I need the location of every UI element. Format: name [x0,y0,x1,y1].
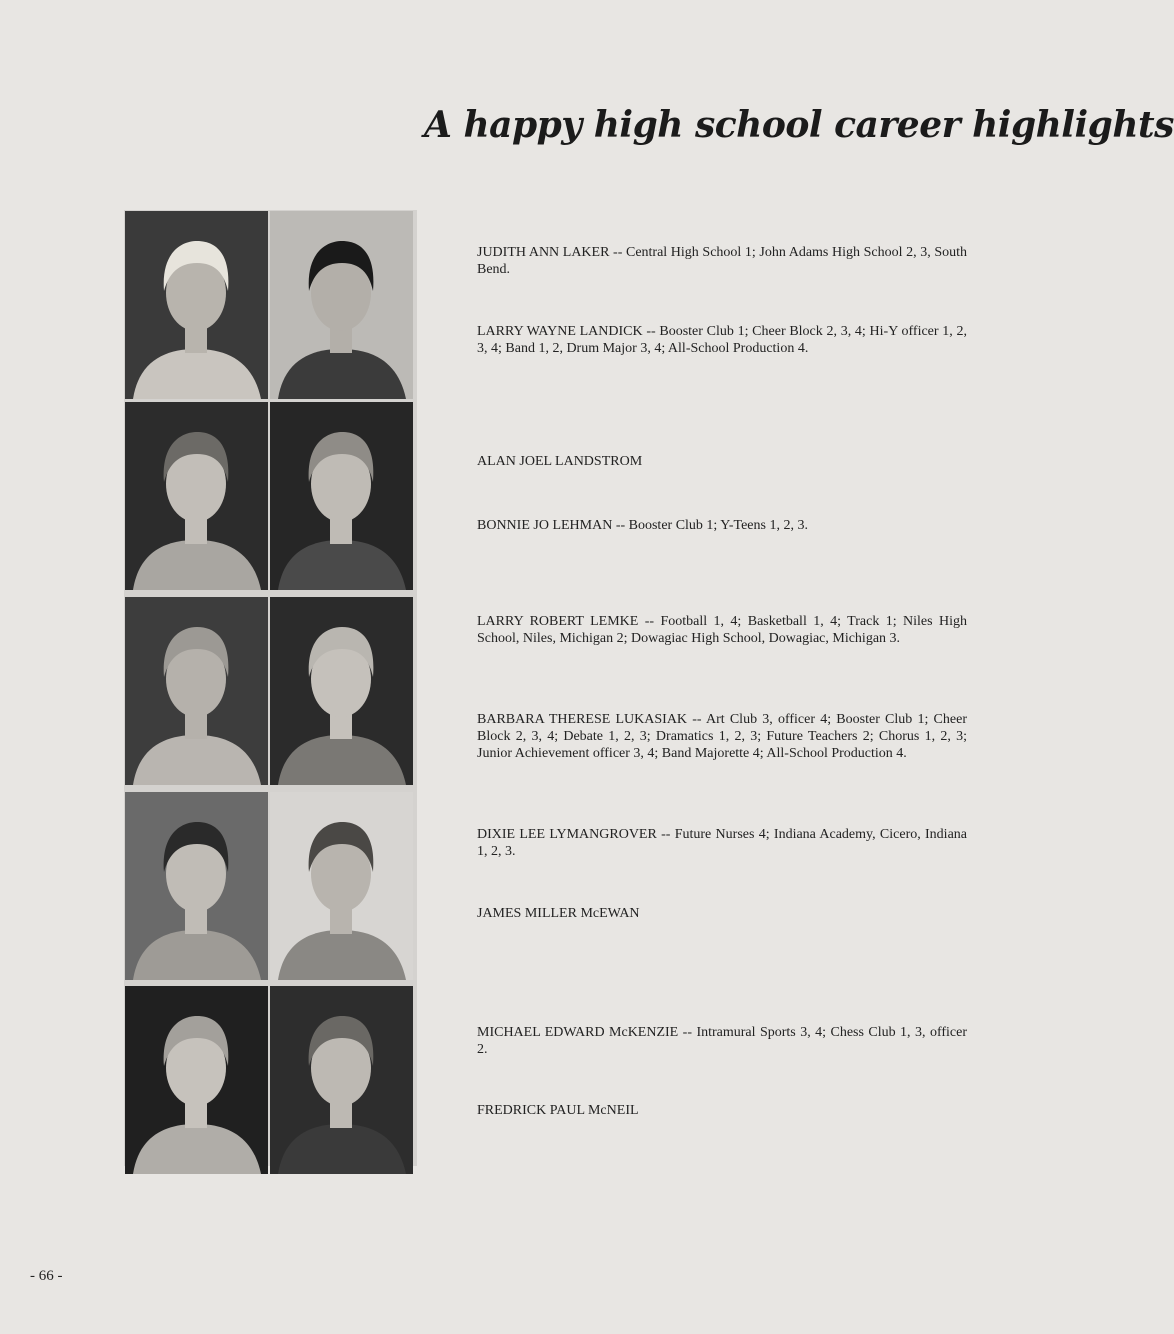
portrait-photo [270,792,413,980]
portrait-photo [125,792,268,980]
student-entry-barbara-therese-lukasiak: BARBARA THERESE LUKASIAK -- Art Club 3, officer 4; Booster Club 1; Cheer Block 2, 3, 4; Debate 1, 2, 3; Dramatics 1, 2, 3; Future Teachers 2; Chorus 1, 2, 3; Junior Achievement officer 3, 4; Band Majorette 4; All-School Production 4. [477,712,967,761]
student-entry-dixie-lee-lymangrover: DIXIE LEE LYMANGROVER -- Future Nurses 4; Indiana Academy, Cicero, Indiana 1, 2, 3. [477,827,967,859]
portrait-illustration [270,597,413,785]
student-entry-larry-robert-lemke: LARRY ROBERT LEMKE -- Football 1, 4; Basketball 1, 4; Track 1; Niles High School, Niles, Michigan 2; Dowagiac High School, Dowagiac, Michigan 3. [477,614,967,646]
page-number: - 66 - [30,1268,63,1284]
student-entry-fredrick-paul-mcneil: FREDRICK PAUL McNEIL [477,1103,639,1118]
portrait-photo [125,986,268,1174]
student-entry-judith-ann-laker: JUDITH ANN LAKER -- Central High School 1; John Adams High School 2, 3, South Bend. [477,245,967,277]
portrait-illustration [270,986,413,1174]
portrait-photo [270,211,413,399]
student-entry-larry-wayne-landick: LARRY WAYNE LANDICK -- Booster Club 1; Cheer Block 2, 3, 4; Hi-Y officer 1, 2, 3, 4; Band 1, 2, Drum Major 3, 4; All-School Production 4. [477,324,967,356]
portrait-photo [270,986,413,1174]
portrait-photo [125,211,268,399]
portrait-illustration [270,792,413,980]
portrait-photo [270,597,413,785]
portrait-photo [125,402,268,590]
page-title: A happy high school career highlights [424,104,1174,146]
portrait-illustration [270,211,413,399]
portrait-illustration [125,402,268,590]
student-entry-alan-joel-landstrom: ALAN JOEL LANDSTROM [477,454,643,469]
student-entry-bonnie-jo-lehman: BONNIE JO LEHMAN -- Booster Club 1; Y-Teens 1, 2, 3. [477,518,808,533]
portrait-illustration [270,402,413,590]
portrait-illustration [125,792,268,980]
portrait-photo [125,597,268,785]
portrait-photo [270,402,413,590]
student-entry-james-miller-mcewan: JAMES MILLER McEWAN [477,906,640,921]
portrait-illustration [125,597,268,785]
student-entry-michael-edward-mckenzie: MICHAEL EDWARD McKENZIE -- Intramural Sports 3, 4; Chess Club 1, 3, officer 2. [477,1025,967,1057]
portrait-illustration [125,211,268,399]
portrait-photo-grid [124,210,417,1166]
portrait-illustration [125,986,268,1174]
